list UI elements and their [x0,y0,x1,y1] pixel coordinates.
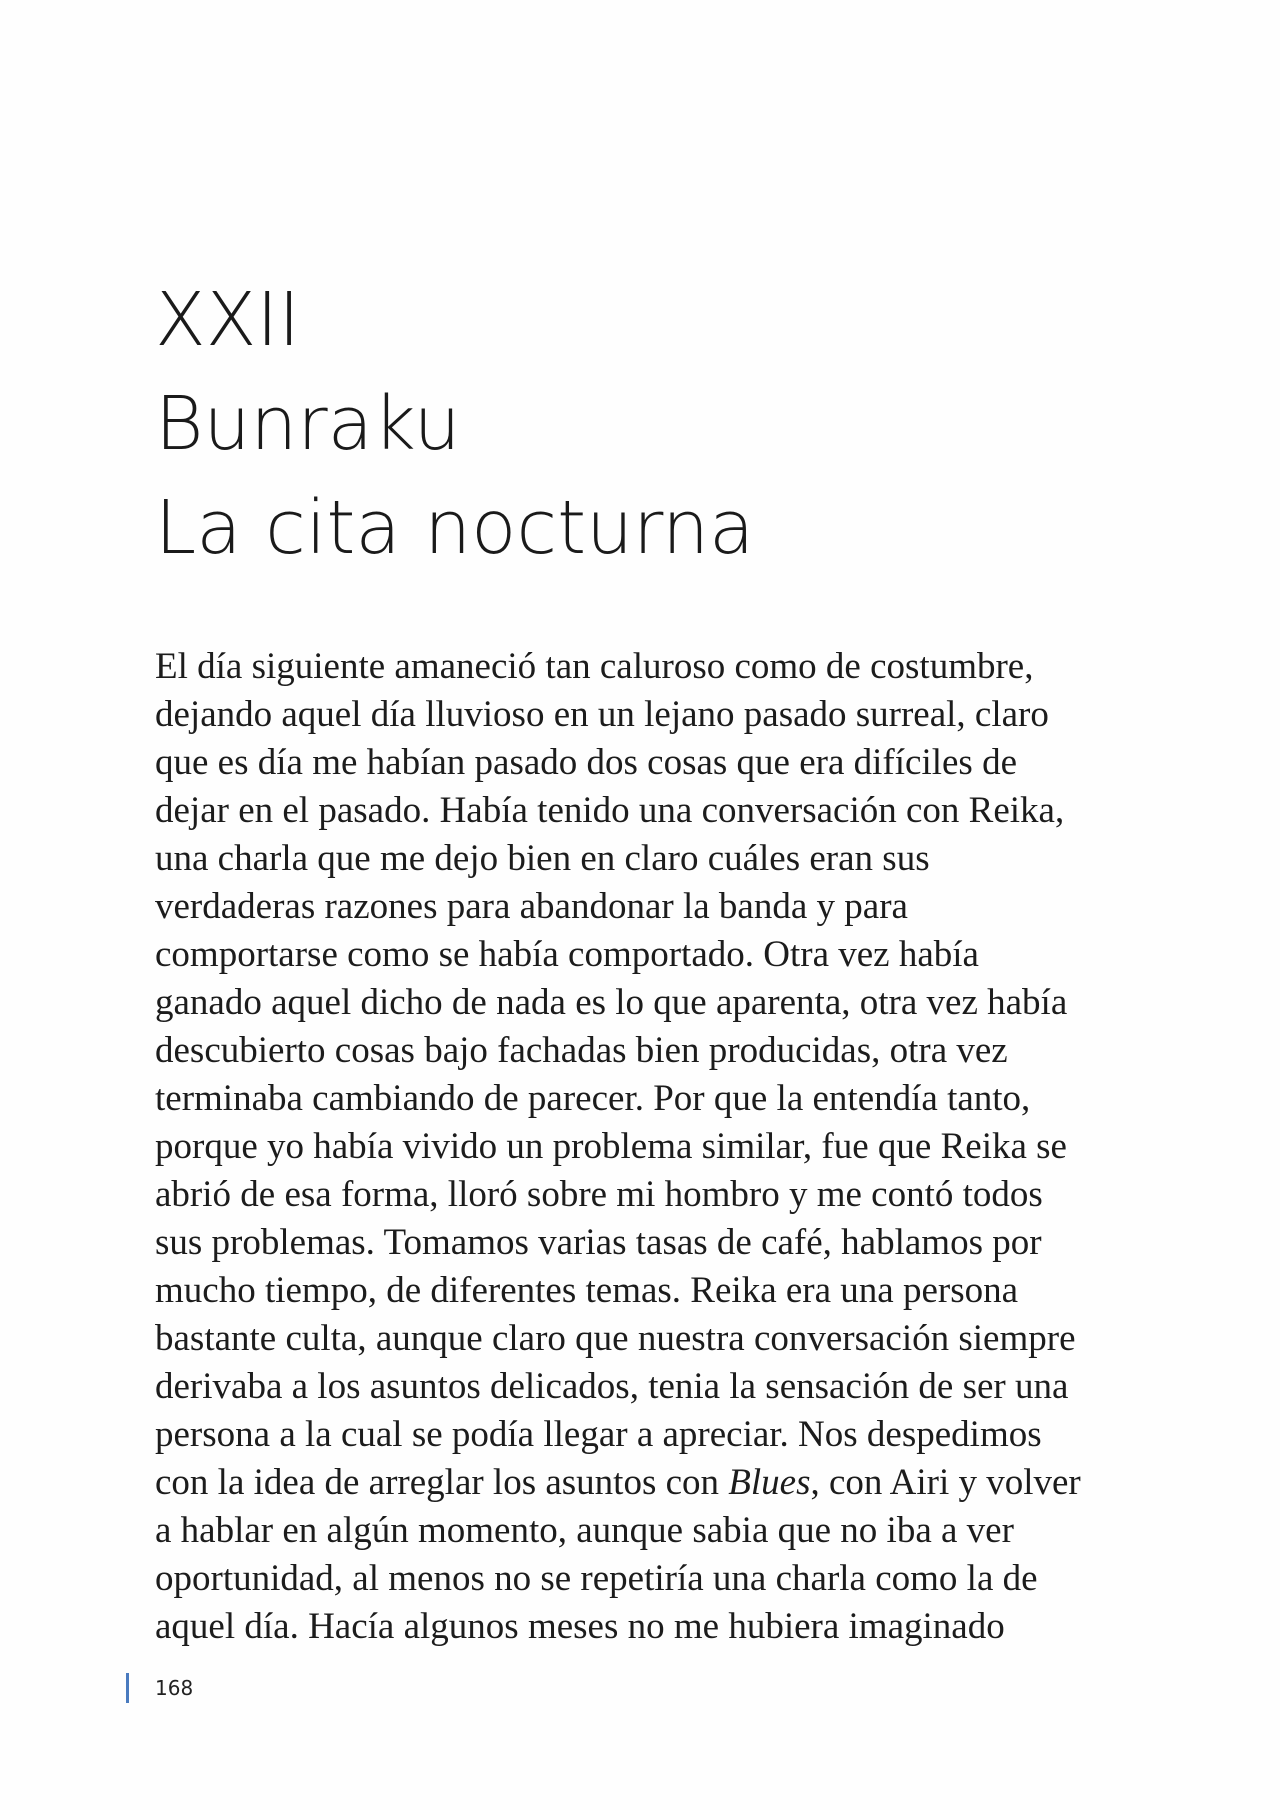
page-footer [126,1672,193,1704]
text-line: una charla que me dejo bien en claro cuáles eran sus [155,838,930,879]
text-line: ganado aquel dicho de nada es lo que aparenta, otra vez había [155,982,1068,1023]
text-line: aquel día. Hacía algunos meses no me hubiera imaginado [155,1606,1005,1647]
text-line: terminaba cambiando de parecer. Por que la entendía tanto, [155,1078,1031,1119]
body-paragraph [155,643,1145,1651]
chapter-title: Bunraku [155,381,461,467]
footer-accent-bar [126,1673,129,1703]
italic-band-name: Blues [728,1462,811,1503]
text-line: comportarse como se había comportado. Otra vez había [155,934,979,975]
chapter-subtitle: La cita nocturna [155,485,755,571]
page-number: 168 [155,1676,194,1700]
text-line: sus problemas. Tomamos varias tasas de café, hablamos por [155,1222,1042,1263]
text-segment: con la idea de arreglar los asuntos con [155,1462,729,1503]
text-segment: , con Airi y volver [810,1462,1081,1503]
text-line: abrió de esa forma, lloró sobre mi hombro y me contó todos [155,1174,1043,1215]
text-line: que es día me habían pasado dos cosas que era difíciles de [155,742,1018,783]
text-line: descubierto cosas bajo fachadas bien producidas, otra vez [155,1030,1008,1071]
chapter-heading [155,268,1155,580]
text-line: El día siguiente amaneció tan caluroso como de costumbre, [155,646,1034,687]
text-line-with-italic [155,1459,1145,1507]
text-line: dejar en el pasado. Había tenido una conversación con Reika, [155,790,1065,831]
text-line: a hablar en algún momento, aunque sabia que no iba a ver [155,1510,1014,1551]
chapter-number: XXII [155,277,301,363]
text-line: oportunidad, al menos no se repetiría una charla como la de [155,1558,1038,1599]
text-line: mucho tiempo, de diferentes temas. Reika era una persona [155,1270,1019,1311]
text-line: dejando aquel día lluvioso en un lejano pasado surreal, claro [155,694,1049,735]
text-line: bastante culta, aunque claro que nuestra conversación siempre [155,1318,1076,1359]
text-line: verdaderas razones para abandonar la banda y para [155,886,908,927]
text-line: porque yo había vivido un problema similar, fue que Reika se [155,1126,1067,1167]
text-line: derivaba a los asuntos delicados, tenia la sensación de ser una [155,1366,1069,1407]
text-line: persona a la cual se podía llegar a apreciar. Nos despedimos [155,1414,1042,1455]
